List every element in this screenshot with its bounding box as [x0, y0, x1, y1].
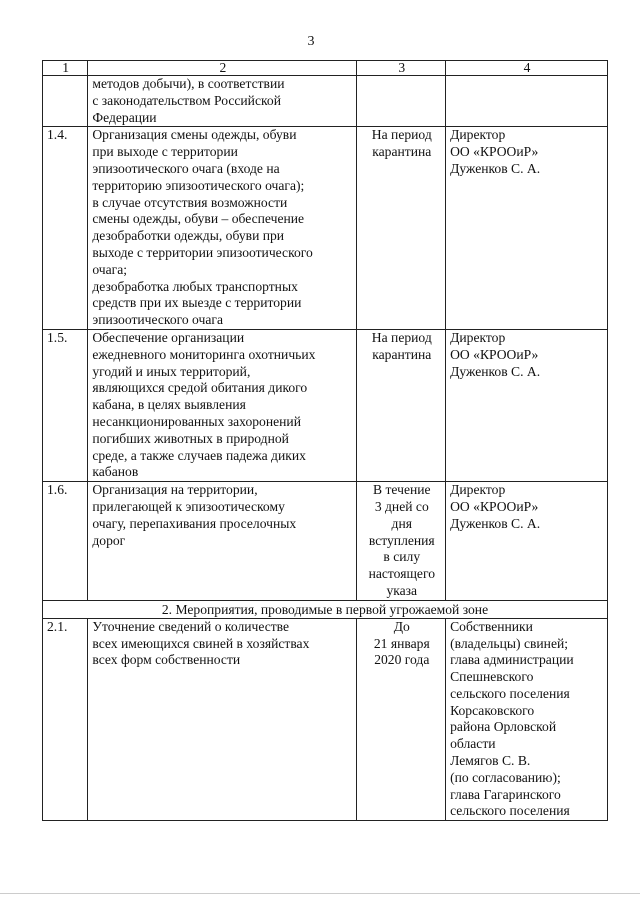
row-number: [43, 76, 88, 127]
cell-line: дезобработки одежды, обуви при: [92, 228, 285, 244]
cell-line: выходе с территории эпизоотического: [92, 244, 313, 260]
cell-line: вступления: [368, 532, 435, 548]
responsible-cell: [446, 618, 608, 821]
cell-line: сельского поселения: [450, 685, 570, 701]
column-header: 3: [357, 61, 446, 76]
cell-line: Корсаковского: [450, 702, 535, 718]
cell-line: угодий и иных территорий,: [92, 363, 251, 379]
cell-line: карантина: [372, 144, 432, 160]
cell-line: Директор: [450, 482, 506, 498]
section-heading: 2. Мероприятия, проводимые в первой угрожаемой зоне: [43, 600, 608, 618]
table-row: [43, 618, 608, 821]
cell-line: Директор: [450, 329, 506, 345]
row-number: 1.6.: [43, 482, 88, 601]
cell-line: кабанов: [92, 464, 139, 480]
cell-line: очага;: [92, 261, 128, 277]
column-header: 4: [446, 61, 608, 76]
measure-description: [88, 76, 357, 127]
cell-line: средств при их выезде с территории: [92, 295, 302, 311]
cell-line: ОО «КРООиР»: [450, 498, 539, 514]
cell-line: 3 дней со: [374, 498, 429, 514]
cell-line: с законодательством Российской: [92, 92, 281, 108]
cell-line: глава Гагаринского: [450, 786, 561, 802]
cell-line: района Орловской: [450, 719, 557, 735]
cell-line: смены одежды, обуви – обеспечение: [92, 211, 305, 227]
row-number: 2.1.: [43, 618, 88, 821]
cell-line: ОО «КРООиР»: [450, 346, 539, 362]
measure-description: [88, 618, 357, 821]
measure-description: [88, 329, 357, 481]
cell-line: До: [393, 618, 410, 634]
cell-line: погибших животных в природной: [92, 430, 289, 446]
cell-line: эпизоотического очага (входе на: [92, 160, 280, 176]
measures-table: [42, 60, 608, 821]
cell-line: в силу: [383, 549, 421, 565]
cell-line: дорог: [92, 532, 126, 548]
deadline-cell: [357, 618, 446, 821]
cell-line: (владельцы) свиней;: [450, 635, 569, 651]
cell-line: указа: [386, 582, 418, 598]
table-row: [43, 482, 608, 601]
cell-line: Собственники: [450, 618, 533, 634]
page-bottom-divider: [0, 893, 640, 894]
cell-line: карантина: [372, 346, 432, 362]
cell-line: очагу, перепахивания проселочных: [92, 515, 297, 531]
cell-line: при выходе с территории: [92, 144, 238, 160]
measure-description: [88, 482, 357, 601]
section-heading-row: [43, 600, 608, 618]
cell-line: среде, а также случаев падежа диких: [92, 447, 306, 463]
cell-line: глава администрации: [450, 652, 574, 668]
cell-line: Организация на территории,: [92, 482, 258, 498]
column-header: 2: [88, 61, 357, 76]
cell-line: Дуженков С. А.: [450, 363, 541, 379]
cell-line: всех форм собственности: [92, 652, 241, 668]
row-number: 1.4.: [43, 127, 88, 330]
cell-line: территорию эпизоотического очага);: [92, 177, 305, 193]
cell-line: прилегающей к эпизоотическому: [92, 498, 285, 514]
cell-line: Уточнение сведений о количестве: [92, 618, 290, 634]
cell-line: Федерации: [92, 109, 157, 125]
responsible-cell: [446, 482, 608, 601]
cell-line: Дуженков С. А.: [450, 160, 541, 176]
cell-line: В течение: [373, 482, 431, 498]
cell-line: Лемягов С. В.: [450, 753, 531, 769]
cell-line: ежедневного мониторинга охотничьих: [92, 346, 316, 362]
deadline-cell: [357, 329, 446, 481]
table-header-row: [43, 61, 608, 76]
cell-line: 2020 года: [374, 652, 430, 668]
cell-line: всех имеющихся свиней в хозяйствах: [92, 635, 310, 651]
cell-line: настоящего: [368, 566, 435, 582]
responsible-cell: [446, 329, 608, 481]
cell-line: (по согласованию);: [450, 769, 561, 785]
cell-line: Дуженков С. А.: [450, 515, 541, 531]
responsible-cell: [446, 76, 608, 127]
cell-line: 21 января: [373, 635, 430, 651]
page-number: 3: [307, 34, 315, 49]
cell-line: области: [450, 736, 496, 752]
deadline-cell: [357, 127, 446, 330]
measure-description: [88, 127, 357, 330]
table-row: [43, 127, 608, 330]
cell-line: На период: [371, 329, 432, 345]
deadline-cell: [357, 76, 446, 127]
cell-line: кабана, в целях выявления: [92, 397, 246, 413]
table-row: [43, 76, 608, 127]
column-header: 1: [43, 61, 88, 76]
responsible-cell: [446, 127, 608, 330]
cell-line: Директор: [450, 127, 506, 143]
cell-line: несанкционированных захоронений: [92, 413, 301, 429]
cell-line: дня: [391, 515, 412, 531]
cell-line: являющихся средой обитания дикого: [92, 380, 308, 396]
cell-line: Обеспечение организации: [92, 329, 245, 345]
row-number: 1.5.: [43, 329, 88, 481]
cell-line: Спешневского: [450, 669, 534, 685]
deadline-cell: [357, 482, 446, 601]
table-row: [43, 329, 608, 481]
cell-line: эпизоотического очага: [92, 312, 223, 328]
cell-line: дезобработка любых транспортных: [92, 278, 298, 294]
cell-line: Организация смены одежды, обуви: [92, 127, 297, 143]
cell-line: методов добычи), в соответствии: [92, 76, 285, 91]
cell-line: ОО «КРООиР»: [450, 144, 539, 160]
cell-line: На период: [371, 127, 432, 143]
cell-line: сельского поселения: [450, 803, 570, 819]
cell-line: в случае отсутствия возможности: [92, 194, 288, 210]
